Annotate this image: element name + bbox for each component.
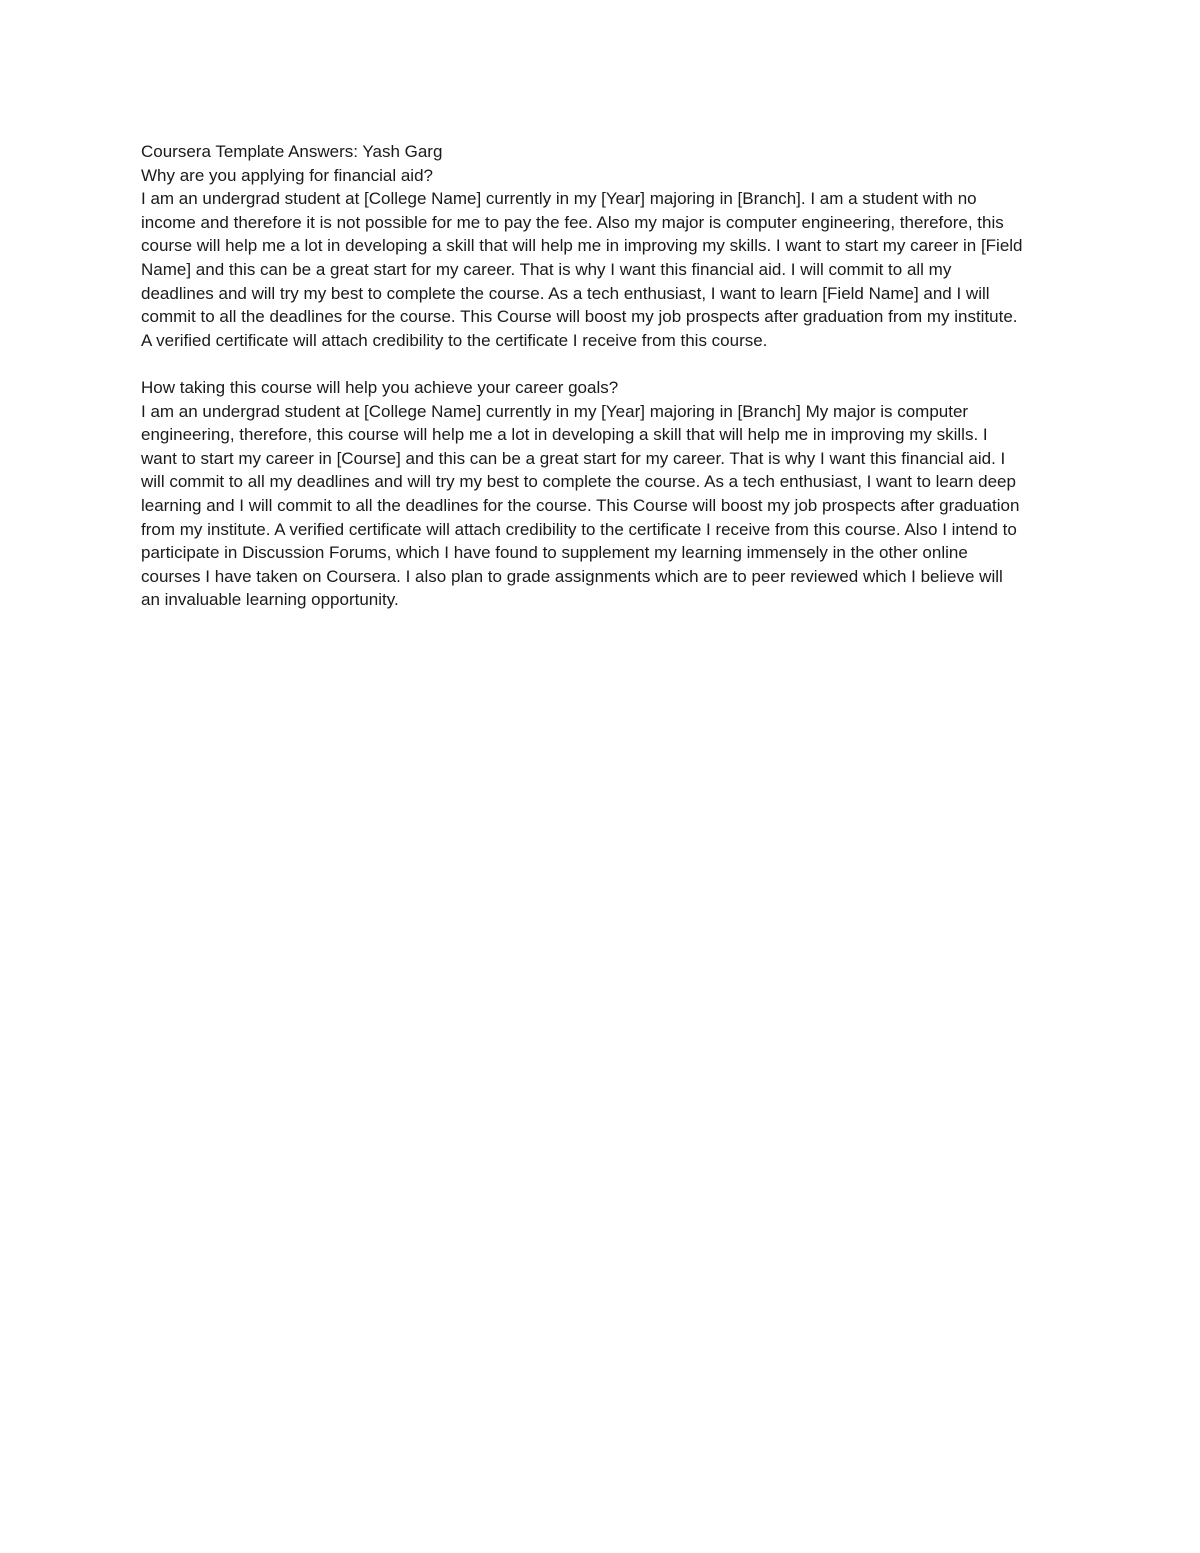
answer-line: courses I have taken on Coursera. I also plan to grade assignments which are to peer reviewed which I believe will [141,566,1003,586]
answer-line: want to start my career in [Course] and this can be a great start for my career. That is why I want this financial aid. I [141,448,1006,468]
answer-line: from my institute. A verified certificate will attach credibility to the certificate I receive from this course. Also I intend to [141,519,1017,539]
answer-line: I am an undergrad student at [College Name] currently in my [Year] majoring in [Branch]. I am a student with no [141,189,977,209]
answer-career-goals [141,400,1061,612]
answer-line: engineering, therefore, this course will help me a lot in developing a skill that will help me in improving my skills. I [141,425,988,445]
question-career-goals: How taking this course will help you achieve your career goals? [141,377,619,397]
answer-line: I am an undergrad student at [College Name] currently in my [Year] majoring in [Branch] My major is computer [141,401,969,421]
answer-line: A verified certificate will attach credibility to the certificate I receive from this course. [141,330,768,350]
answer-line: Name] and this can be a great start for my career. That is why I want this financial aid. I will commit to all my [141,259,952,279]
answer-line: income and therefore it is not possible for me to pay the fee. Also my major is computer engineering, therefore, this [141,212,1004,232]
answer-line: an invaluable learning opportunity. [141,590,399,610]
document-title: Coursera Template Answers: Yash Garg [141,142,443,161]
answer-line: learning and I will commit to all the deadlines for the course. This Course will boost my job prospects after graduation [141,495,1020,515]
answer-line: course will help me a lot in developing a skill that will help me in improving my skills. I want to start my career in [Field [141,236,1023,256]
answer-line: deadlines and will try my best to complete the course. As a tech enthusiast, I want to learn [Field Name] and I will [141,283,990,303]
answer-line: participate in Discussion Forums, which I have found to supplement my learning immensely in the other online [141,543,968,563]
document-body [141,140,1061,612]
paragraph-spacer [141,352,1061,376]
answer-financial-aid [141,187,1061,352]
question-financial-aid: Why are you applying for financial aid? [141,165,433,185]
answer-line: will commit to all my deadlines and will try my best to complete the course. As a tech enthusiast, I want to learn deep [141,472,1016,492]
answer-line: commit to all the deadlines for the course. This Course will boost my job prospects after graduation from my institute. [141,307,1018,327]
